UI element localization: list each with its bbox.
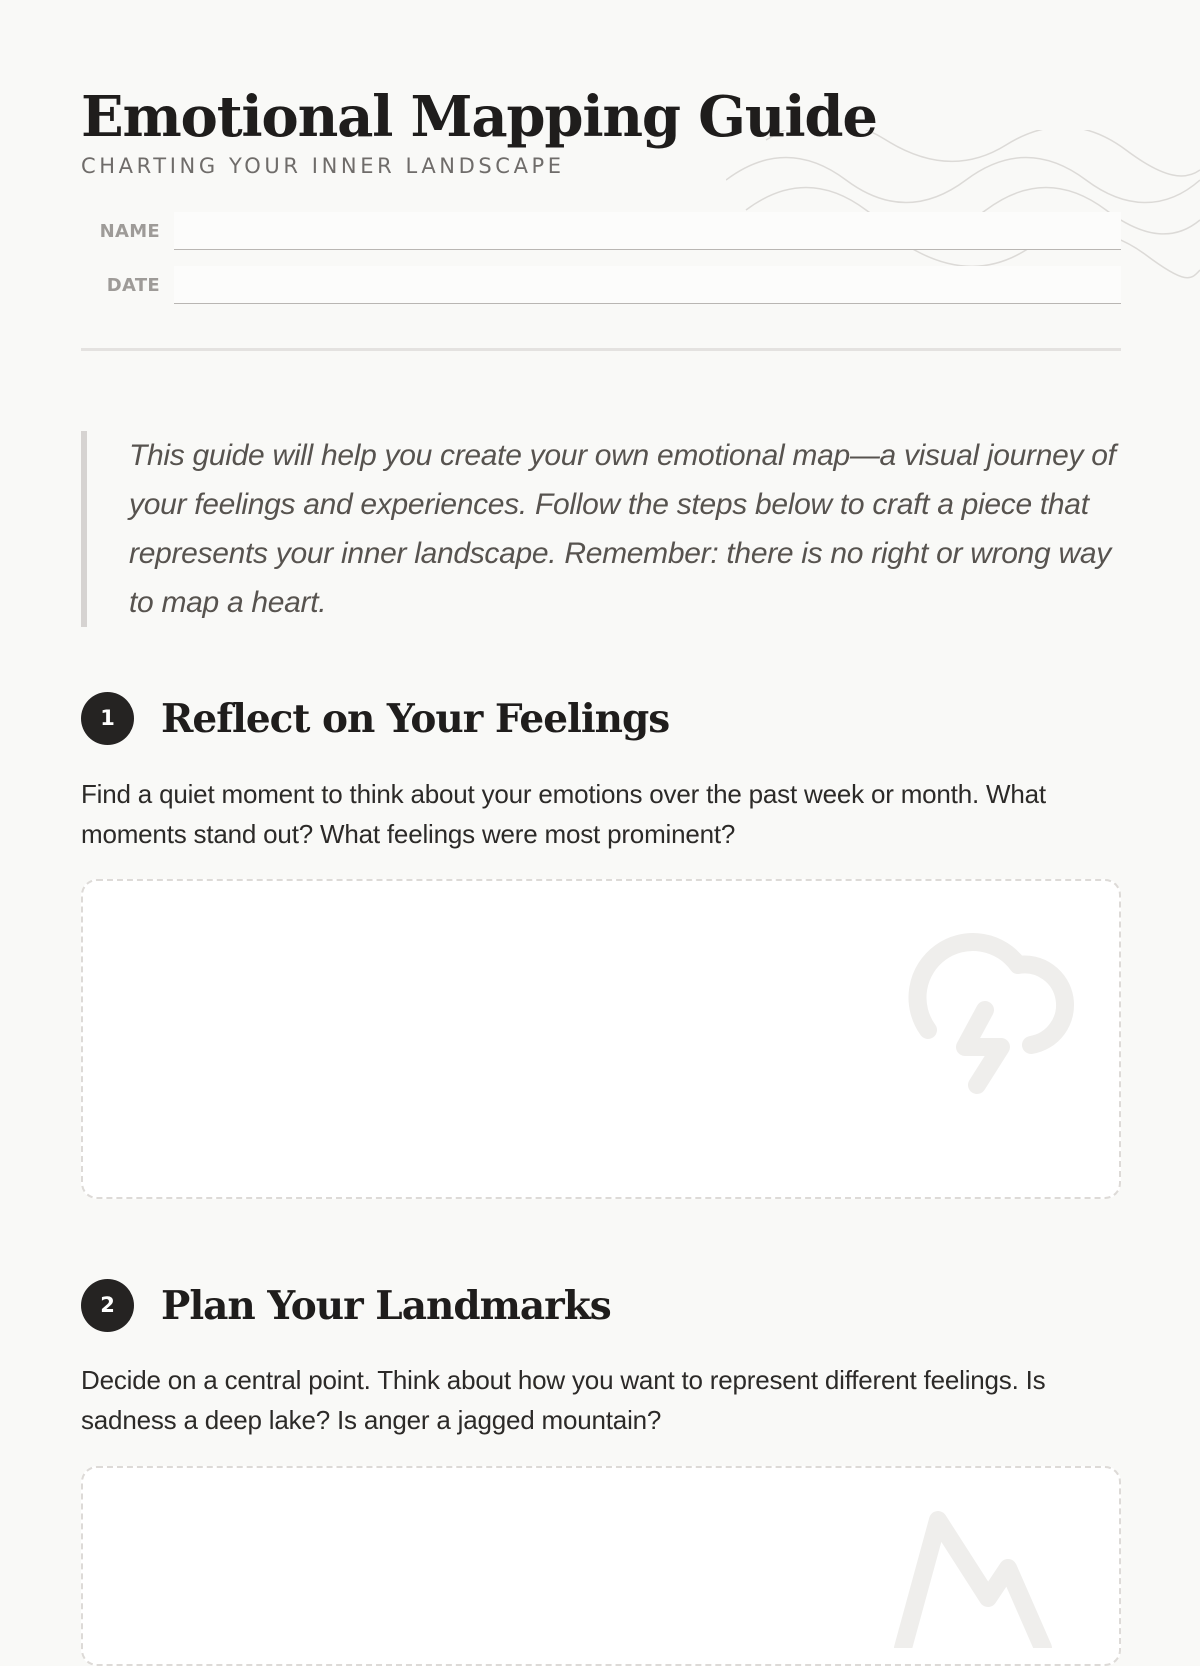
page-title: Emotional Mapping Guide	[81, 84, 877, 150]
step-2-answer-box[interactable]	[81, 1466, 1121, 1666]
step-2-badge: 2	[81, 1279, 134, 1332]
step-2-description: Decide on a central point. Think about how you want to represent different feelings. Is sadness a deep lake? Is anger a jagged mountain?	[81, 1365, 1046, 1435]
name-field-row	[81, 212, 1121, 252]
step-1-badge: 1	[81, 692, 134, 745]
date-label: DATE	[106, 275, 160, 296]
storm-cloud-icon	[873, 905, 1093, 1095]
intro-quote: This guide will help you create your own emotional map—a visual journey of your feelings and experiences. Follow the steps below to craft a piece that represents your inner landscape. Remember: there is no right or wrong way to map a heart.	[81, 431, 1121, 627]
mountain-icon	[883, 1508, 1063, 1648]
name-input[interactable]	[174, 212, 1121, 250]
step-1-title: Reflect on Your Feelings	[161, 696, 670, 742]
step-1-answer-box[interactable]	[81, 879, 1121, 1199]
date-field-row	[81, 266, 1121, 306]
name-label: NAME	[99, 221, 160, 242]
date-input[interactable]	[174, 266, 1121, 304]
page-subtitle: CHARTING YOUR INNER LANDSCAPE	[81, 154, 565, 178]
step-2-title: Plan Your Landmarks	[161, 1283, 611, 1329]
step-1-description: Find a quiet moment to think about your emotions over the past week or month. What moments stand out? What feelings were most prominent?	[81, 779, 1046, 849]
header-divider	[81, 348, 1121, 351]
